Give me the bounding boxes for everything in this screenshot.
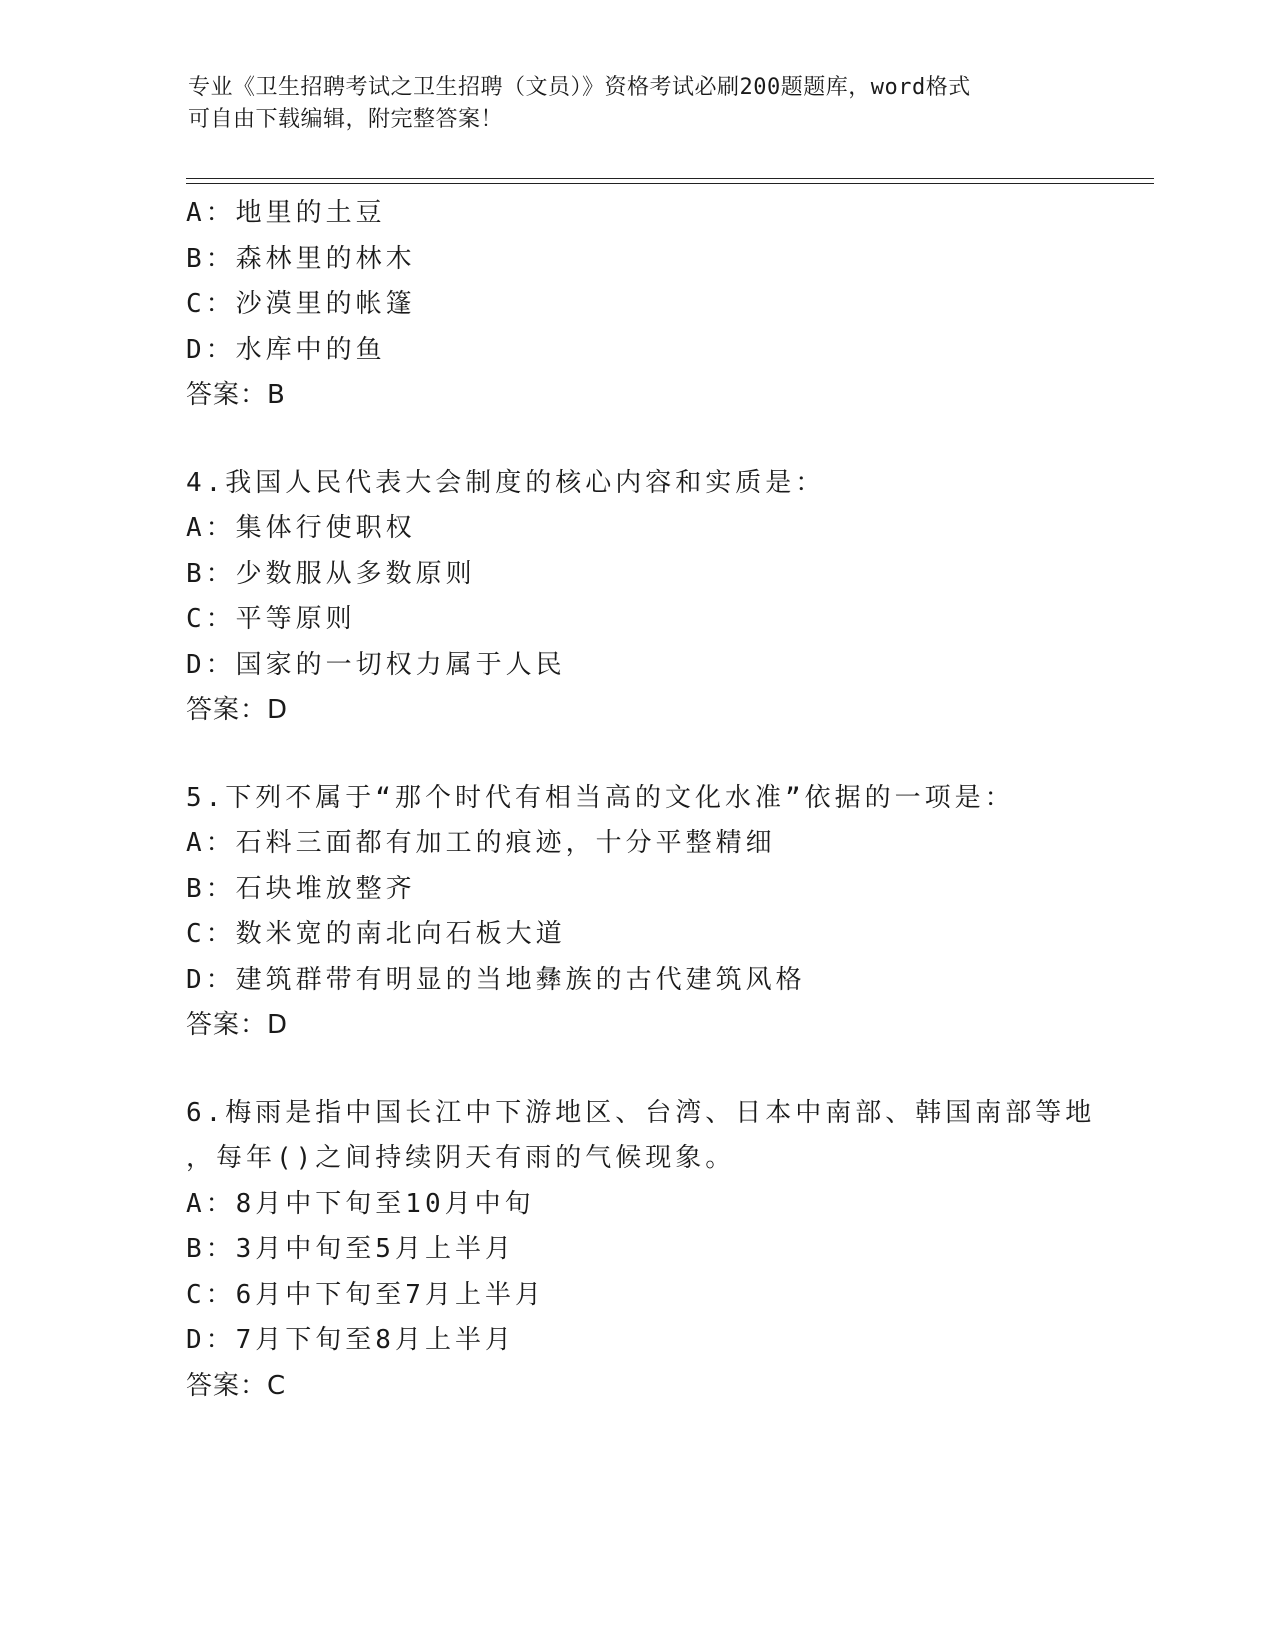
question-6-block bbox=[186, 1091, 1146, 1410]
question-4-block bbox=[186, 461, 1146, 734]
q3-option-a: A：地里的土豆 bbox=[186, 198, 386, 228]
q4-option-c: C：平等原则 bbox=[186, 604, 356, 634]
q3-answer: 答案：B bbox=[186, 380, 286, 410]
q6-option-d: D：7月下旬至8月上半月 bbox=[186, 1325, 515, 1355]
q3-option-c: C：沙漠里的帐篷 bbox=[186, 289, 416, 319]
q3-option-b: B：森林里的林木 bbox=[186, 243, 416, 274]
q4-answer: 答案：D bbox=[186, 695, 289, 725]
q4-option-d: D：国家的一切权力属于人民 bbox=[186, 649, 566, 680]
spacer bbox=[186, 419, 1146, 461]
q3-option-d: D：水库中的鱼 bbox=[186, 334, 386, 365]
header-line-1: 专业《卫生招聘考试之卫生招聘（文员）》资格考试必刷200题题库，word格式 bbox=[188, 75, 971, 100]
q6-question-line-2: ，每年()之间持续阴天有雨的气候现象。 bbox=[186, 1143, 736, 1173]
document-header bbox=[188, 72, 1088, 136]
spacer bbox=[186, 734, 1146, 776]
question-5-block bbox=[186, 776, 1146, 1049]
q6-option-b: B：3月中旬至5月上半月 bbox=[186, 1234, 515, 1264]
q5-option-d: D：建筑群带有明显的当地彝族的古代建筑风格 bbox=[186, 964, 806, 995]
q5-option-b: B：石块堆放整齐 bbox=[186, 873, 416, 904]
question-3-block bbox=[186, 191, 1146, 419]
q6-answer: 答案：C bbox=[186, 1370, 287, 1401]
q5-answer: 答案：D bbox=[186, 1010, 289, 1040]
q4-option-a: A：集体行使职权 bbox=[186, 513, 416, 543]
q6-option-c: C：6月中下旬至7月上半月 bbox=[186, 1279, 545, 1310]
q4-option-b: B：少数服从多数原则 bbox=[186, 558, 476, 589]
header-divider-bottom bbox=[186, 183, 1154, 184]
q5-option-a: A：石料三面都有加工的痕迹，十分平整精细 bbox=[186, 828, 776, 858]
header-divider-top bbox=[186, 178, 1154, 179]
q4-question: 4.我国人民代表大会制度的核心内容和实质是： bbox=[186, 467, 826, 498]
q5-option-c: C：数米宽的南北向石板大道 bbox=[186, 919, 566, 949]
header-line-2: 可自由下载编辑，附完整答案！ bbox=[188, 107, 504, 132]
q5-question: 5.下列不属于“那个时代有相当高的文化水准”依据的一项是： bbox=[186, 782, 1015, 813]
q6-option-a: A：8月中下旬至10月中旬 bbox=[186, 1188, 535, 1219]
q6-question-line-1: 6.梅雨是指中国长江中下游地区、台湾、日本中南部、韩国南部等地 bbox=[186, 1097, 1096, 1128]
spacer bbox=[186, 1049, 1146, 1091]
question-list bbox=[186, 191, 1146, 1409]
